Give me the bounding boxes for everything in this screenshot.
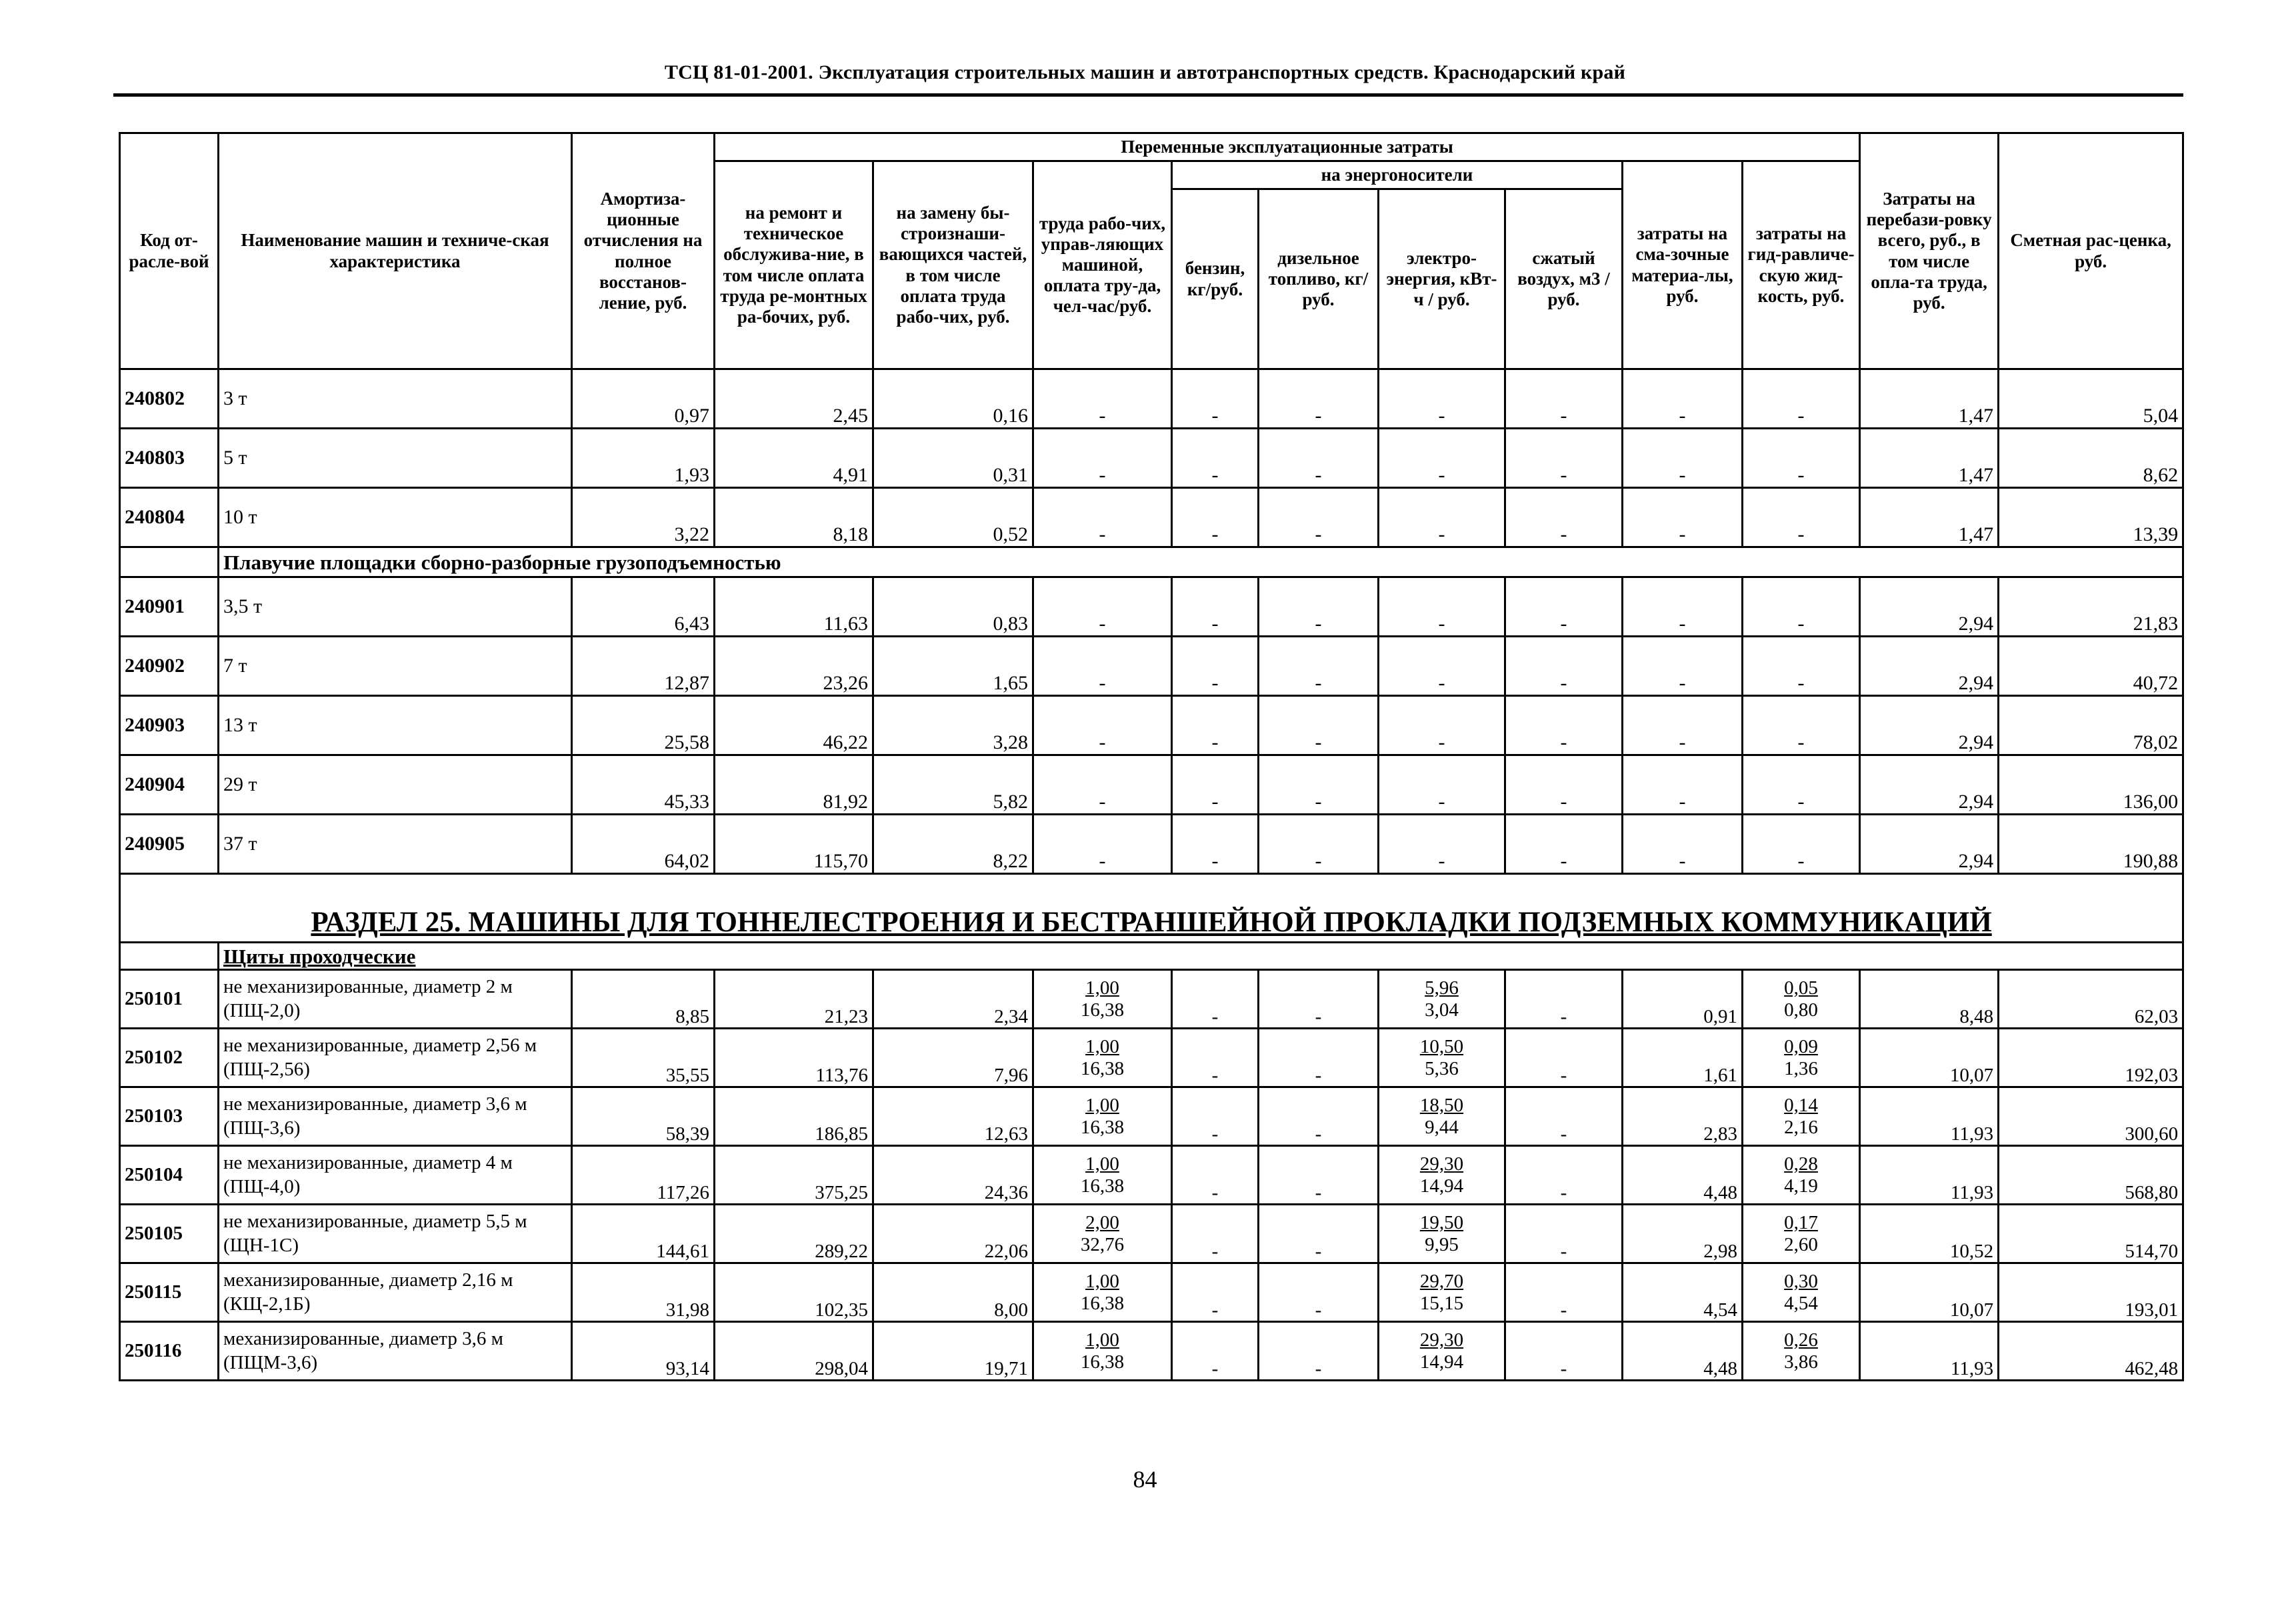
cell-rate: 13,39: [1999, 488, 2183, 547]
cell-hydraulic: -: [1743, 815, 1860, 874]
cell-rate: 300,60: [1999, 1087, 2183, 1146]
cell-hydraulic: -: [1743, 637, 1860, 696]
cell-electric: -: [1379, 815, 1505, 874]
cell-amort: 3,22: [572, 488, 715, 547]
cell-labor: [1033, 1146, 1172, 1205]
table-row: [120, 1322, 2183, 1381]
table-row: [120, 637, 2183, 696]
cell-air: -: [1505, 696, 1623, 755]
electric-cost: 9,44: [1425, 1116, 1459, 1138]
cell-petrol: -: [1172, 970, 1259, 1029]
labor-cost: 16,38: [1080, 1116, 1125, 1138]
cell-parts: 19,71: [873, 1322, 1033, 1381]
labor-hours: 1,00: [1085, 1036, 1119, 1058]
cell-petrol: -: [1172, 696, 1259, 755]
table-row: [120, 970, 2183, 1029]
cell-electric: -: [1379, 488, 1505, 547]
cell-electric: -: [1379, 696, 1505, 755]
cell-hydraulic: -: [1743, 577, 1860, 637]
cell-parts: 8,22: [873, 815, 1033, 874]
section-title: РАЗДЕЛ 25. МАШИНЫ ДЛЯ ТОННЕЛЕСТРОЕНИЯ И БЕСТРАНШЕЙНОЙ ПРОКЛАДКИ ПОДЗЕМНЫХ КОММУНИКАЦИЙ: [120, 874, 2183, 943]
hydraulic-cost: 0,80: [1784, 999, 1818, 1021]
labor-hours: 1,00: [1085, 1329, 1119, 1351]
cell-petrol: -: [1172, 369, 1259, 429]
cell-electric: [1379, 970, 1505, 1029]
cell-rate: 62,03: [1999, 970, 2183, 1029]
row-name: не механизированные, диаметр 3,6 м (ПЩ-3,6): [219, 1087, 572, 1146]
labor-hours: 1,00: [1085, 1271, 1119, 1293]
row-name: не механизированные, диаметр 2,56 м (ПЩ-2,56): [219, 1029, 572, 1087]
electric-kwh: 29,30: [1419, 1153, 1464, 1175]
cell-lube: 4,48: [1623, 1322, 1743, 1381]
cell-parts: 24,36: [873, 1146, 1033, 1205]
group-row-floating: [120, 547, 2183, 577]
cell-labor: -: [1033, 577, 1172, 637]
labor-hours: 1,00: [1085, 1153, 1119, 1175]
electric-kwh: 5,96: [1425, 977, 1459, 999]
cell-amort: 144,61: [572, 1205, 715, 1263]
section-row: [120, 874, 2183, 943]
hydraulic-cost: 1,36: [1784, 1057, 1818, 1079]
cell-relocation: 2,94: [1860, 577, 1999, 637]
cell-rate: 40,72: [1999, 637, 2183, 696]
col-header-variable-group: Переменные эксплуатационные затраты: [715, 133, 1860, 161]
cell-petrol: -: [1172, 1322, 1259, 1381]
cell-labor: -: [1033, 637, 1172, 696]
cell-lube: 2,98: [1623, 1205, 1743, 1263]
row-code: 250116: [120, 1322, 219, 1381]
col-header-energy-group: на энергоносители: [1172, 161, 1623, 189]
cell-labor: -: [1033, 429, 1172, 488]
row-name: 37 т: [219, 815, 572, 874]
cell-relocation: 1,47: [1860, 429, 1999, 488]
cell-air: -: [1505, 577, 1623, 637]
cell-repair: 186,85: [715, 1087, 873, 1146]
labor-cost: 16,38: [1080, 1351, 1125, 1373]
electric-cost: 9,95: [1425, 1233, 1459, 1255]
cell-repair: 102,35: [715, 1263, 873, 1322]
table-row: [120, 369, 2183, 429]
col-header-relocation: Затраты на перебази-ровку всего, руб., в том числе опла-та труда, руб.: [1860, 133, 1999, 369]
cell-air: -: [1505, 1087, 1623, 1146]
cell-air: -: [1505, 1146, 1623, 1205]
hydraulic-cost: 4,19: [1784, 1175, 1818, 1197]
cell-labor: [1033, 970, 1172, 1029]
cell-petrol: -: [1172, 755, 1259, 815]
table-row: [120, 1087, 2183, 1146]
cell-parts: 22,06: [873, 1205, 1033, 1263]
row-code: 240901: [120, 577, 219, 637]
cell-hydraulic: -: [1743, 429, 1860, 488]
electric-cost: 14,94: [1419, 1351, 1464, 1373]
cell-relocation: 11,93: [1860, 1146, 1999, 1205]
cell-labor: -: [1033, 488, 1172, 547]
group-title-floating: Плавучие площадки сборно-разборные грузоподъемностью: [219, 547, 2183, 577]
labor-hours: 2,00: [1085, 1212, 1119, 1234]
col-header-repair: на ремонт и техническое обслужива-ние, в том числе оплата труда ре-монтных ра-бочих, руб.: [715, 161, 873, 369]
cell-diesel: -: [1259, 1087, 1379, 1146]
cell-labor: [1033, 1205, 1172, 1263]
group-spacer: [120, 547, 219, 577]
col-header-hydraulic: затраты на гид-равличе-скую жид-кость, руб.: [1743, 161, 1860, 369]
cell-petrol: -: [1172, 1029, 1259, 1087]
row-code: 250105: [120, 1205, 219, 1263]
cell-parts: 8,00: [873, 1263, 1033, 1322]
cell-electric: [1379, 1205, 1505, 1263]
row-name: 5 т: [219, 429, 572, 488]
cell-relocation: 10,52: [1860, 1205, 1999, 1263]
group-row-shields: [120, 943, 2183, 970]
cell-petrol: -: [1172, 429, 1259, 488]
electric-cost: 15,15: [1419, 1292, 1464, 1314]
cell-hydraulic: [1743, 1263, 1860, 1322]
cell-diesel: -: [1259, 755, 1379, 815]
cell-rate: 78,02: [1999, 696, 2183, 755]
cell-lube: -: [1623, 755, 1743, 815]
cell-repair: 23,26: [715, 637, 873, 696]
cell-petrol: -: [1172, 1205, 1259, 1263]
cell-repair: 11,63: [715, 577, 873, 637]
col-header-code: Код от-расле-вой: [120, 133, 219, 369]
electric-kwh: 19,50: [1419, 1212, 1464, 1234]
cell-diesel: -: [1259, 637, 1379, 696]
group-spacer: [120, 943, 219, 970]
cell-hydraulic: -: [1743, 369, 1860, 429]
row-name: механизированные, диаметр 3,6 м (ПЩМ-3,6): [219, 1322, 572, 1381]
cell-rate: 192,03: [1999, 1029, 2183, 1087]
electric-kwh: 29,30: [1419, 1329, 1464, 1351]
cell-rate: 5,04: [1999, 369, 2183, 429]
cell-parts: 5,82: [873, 755, 1033, 815]
row-name: 29 т: [219, 755, 572, 815]
cell-amort: 35,55: [572, 1029, 715, 1087]
cell-diesel: -: [1259, 369, 1379, 429]
cell-lube: 4,48: [1623, 1146, 1743, 1205]
electric-kwh: 10,50: [1419, 1036, 1464, 1058]
cell-air: -: [1505, 755, 1623, 815]
table-row: [120, 1146, 2183, 1205]
page-number: 84: [1133, 1466, 1157, 1493]
table-row: [120, 1029, 2183, 1087]
row-name: 10 т: [219, 488, 572, 547]
cell-hydraulic: -: [1743, 488, 1860, 547]
cell-rate: 193,01: [1999, 1263, 2183, 1322]
cell-relocation: 2,94: [1860, 637, 1999, 696]
cell-repair: 298,04: [715, 1322, 873, 1381]
cell-relocation: 2,94: [1860, 696, 1999, 755]
table-row: [120, 1263, 2183, 1322]
cell-air: -: [1505, 1029, 1623, 1087]
cell-parts: 0,52: [873, 488, 1033, 547]
cell-hydraulic: [1743, 1205, 1860, 1263]
col-header-diesel: дизельное топливо, кг/руб.: [1259, 189, 1379, 369]
cell-rate: 462,48: [1999, 1322, 2183, 1381]
col-header-air: сжатый воздух, м3 / руб.: [1505, 189, 1623, 369]
cell-diesel: -: [1259, 1146, 1379, 1205]
cell-parts: 3,28: [873, 696, 1033, 755]
row-code: 240803: [120, 429, 219, 488]
row-code: 240902: [120, 637, 219, 696]
cell-relocation: 1,47: [1860, 369, 1999, 429]
cell-parts: 2,34: [873, 970, 1033, 1029]
cell-repair: 289,22: [715, 1205, 873, 1263]
cell-lube: -: [1623, 637, 1743, 696]
cell-hydraulic: [1743, 1087, 1860, 1146]
cell-parts: 0,83: [873, 577, 1033, 637]
cell-air: -: [1505, 815, 1623, 874]
row-code: 250115: [120, 1263, 219, 1322]
cell-electric: [1379, 1146, 1505, 1205]
col-header-labor: труда рабо-чих, управ-ляющих машиной, оплата тру-да, чел-час/руб.: [1033, 161, 1172, 369]
cell-amort: 12,87: [572, 637, 715, 696]
cell-relocation: 2,94: [1860, 755, 1999, 815]
labor-cost: 16,38: [1080, 999, 1125, 1021]
row-code: 240802: [120, 369, 219, 429]
cell-amort: 0,97: [572, 369, 715, 429]
cell-amort: 8,85: [572, 970, 715, 1029]
hydraulic-qty: 0,30: [1784, 1271, 1818, 1293]
cell-diesel: -: [1259, 1322, 1379, 1381]
electric-kwh: 29,70: [1419, 1271, 1464, 1293]
cell-lube: -: [1623, 815, 1743, 874]
cell-lube: -: [1623, 488, 1743, 547]
hydraulic-qty: 0,28: [1784, 1153, 1818, 1175]
hydraulic-qty: 0,17: [1784, 1212, 1818, 1234]
row-code: 240804: [120, 488, 219, 547]
col-header-lube: затраты на сма-зочные материа-лы, руб.: [1623, 161, 1743, 369]
labor-hours: 1,00: [1085, 1095, 1119, 1117]
cell-relocation: 11,93: [1860, 1322, 1999, 1381]
cell-diesel: -: [1259, 577, 1379, 637]
cell-lube: 2,83: [1623, 1087, 1743, 1146]
document-header: ТСЦ 81-01-2001. Эксплуатация строительных машин и автотранспортных средств. Краснодарский край: [664, 61, 1626, 83]
group-title-shields: Щиты проходческие: [219, 943, 2183, 970]
cell-labor: [1033, 1087, 1172, 1146]
rates-table: [119, 132, 2184, 1381]
row-name: 13 т: [219, 696, 572, 755]
row-code: 240904: [120, 755, 219, 815]
cell-amort: 6,43: [572, 577, 715, 637]
cell-hydraulic: [1743, 1029, 1860, 1087]
cell-diesel: -: [1259, 1029, 1379, 1087]
cell-electric: [1379, 1087, 1505, 1146]
row-code: 250104: [120, 1146, 219, 1205]
cell-lube: 4,54: [1623, 1263, 1743, 1322]
cell-electric: [1379, 1263, 1505, 1322]
cell-rate: 190,88: [1999, 815, 2183, 874]
col-header-electric: электро-энергия, кВт-ч / руб.: [1379, 189, 1505, 369]
hydraulic-qty: 0,09: [1784, 1036, 1818, 1058]
col-header-rate: Сметная рас-ценка, руб.: [1999, 133, 2183, 369]
cell-parts: 1,65: [873, 637, 1033, 696]
cell-labor: [1033, 1322, 1172, 1381]
table-row: [120, 815, 2183, 874]
cell-diesel: -: [1259, 1205, 1379, 1263]
hydraulic-cost: 3,86: [1784, 1351, 1818, 1373]
cell-lube: -: [1623, 696, 1743, 755]
cell-diesel: -: [1259, 429, 1379, 488]
hydraulic-cost: 2,60: [1784, 1233, 1818, 1255]
cell-lube: -: [1623, 429, 1743, 488]
cell-labor: -: [1033, 696, 1172, 755]
cell-relocation: 11,93: [1860, 1087, 1999, 1146]
labor-cost: 16,38: [1080, 1057, 1125, 1079]
cell-air: -: [1505, 1322, 1623, 1381]
cell-electric: -: [1379, 637, 1505, 696]
cell-relocation: 1,47: [1860, 488, 1999, 547]
cell-diesel: -: [1259, 1263, 1379, 1322]
cell-petrol: -: [1172, 577, 1259, 637]
cell-amort: 25,58: [572, 696, 715, 755]
table-row: [120, 1205, 2183, 1263]
cell-labor: -: [1033, 755, 1172, 815]
cell-hydraulic: -: [1743, 696, 1860, 755]
row-code: 240903: [120, 696, 219, 755]
cell-diesel: -: [1259, 970, 1379, 1029]
cell-rate: 514,70: [1999, 1205, 2183, 1263]
cell-air: -: [1505, 970, 1623, 1029]
row-code: 250101: [120, 970, 219, 1029]
cell-diesel: -: [1259, 696, 1379, 755]
cell-air: -: [1505, 488, 1623, 547]
cell-lube: -: [1623, 577, 1743, 637]
cell-petrol: -: [1172, 488, 1259, 547]
cell-amort: 64,02: [572, 815, 715, 874]
cell-air: -: [1505, 369, 1623, 429]
cell-repair: 113,76: [715, 1029, 873, 1087]
cell-repair: 2,45: [715, 369, 873, 429]
cell-repair: 4,91: [715, 429, 873, 488]
cell-repair: 46,22: [715, 696, 873, 755]
table-row: [120, 488, 2183, 547]
cell-air: -: [1505, 637, 1623, 696]
cell-electric: -: [1379, 577, 1505, 637]
hydraulic-cost: 4,54: [1784, 1292, 1818, 1314]
electric-kwh: 18,50: [1419, 1095, 1464, 1117]
cell-parts: 0,16: [873, 369, 1033, 429]
table-row: [120, 696, 2183, 755]
cell-lube: -: [1623, 369, 1743, 429]
cell-petrol: -: [1172, 1087, 1259, 1146]
cell-repair: 8,18: [715, 488, 873, 547]
cell-repair: 81,92: [715, 755, 873, 815]
row-name: 7 т: [219, 637, 572, 696]
cell-rate: 136,00: [1999, 755, 2183, 815]
cell-rate: 568,80: [1999, 1146, 2183, 1205]
header-rule: [113, 93, 2183, 97]
row-code: 240905: [120, 815, 219, 874]
labor-hours: 1,00: [1085, 977, 1119, 999]
cell-amort: 45,33: [572, 755, 715, 815]
cell-lube: 1,61: [1623, 1029, 1743, 1087]
hydraulic-qty: 0,14: [1784, 1095, 1818, 1117]
cell-relocation: 2,94: [1860, 815, 1999, 874]
cell-amort: 1,93: [572, 429, 715, 488]
cell-hydraulic: [1743, 1322, 1860, 1381]
cell-labor: [1033, 1029, 1172, 1087]
cell-rate: 21,83: [1999, 577, 2183, 637]
cell-labor: [1033, 1263, 1172, 1322]
row-code: 250102: [120, 1029, 219, 1087]
cell-rate: 8,62: [1999, 429, 2183, 488]
labor-cost: 16,38: [1080, 1292, 1125, 1314]
row-name: не механизированные, диаметр 5,5 м (ЩН-1С): [219, 1205, 572, 1263]
electric-cost: 5,36: [1425, 1057, 1459, 1079]
cell-amort: 31,98: [572, 1263, 715, 1322]
cell-hydraulic: -: [1743, 755, 1860, 815]
cell-relocation: 8,48: [1860, 970, 1999, 1029]
electric-cost: 14,94: [1419, 1175, 1464, 1197]
cell-electric: -: [1379, 429, 1505, 488]
cell-petrol: -: [1172, 1263, 1259, 1322]
col-header-name: Наименование машин и техниче-ская характеристика: [219, 133, 572, 369]
col-header-parts: на замену бы-строизнаши-вающихся частей, в том числе оплата труда рабо-чих, руб.: [873, 161, 1033, 369]
cell-electric: -: [1379, 369, 1505, 429]
cell-repair: 115,70: [715, 815, 873, 874]
table-row: [120, 429, 2183, 488]
cell-repair: 21,23: [715, 970, 873, 1029]
table-row: [120, 577, 2183, 637]
cell-repair: 375,25: [715, 1146, 873, 1205]
cell-lube: 0,91: [1623, 970, 1743, 1029]
col-header-petrol: бензин, кг/руб.: [1172, 189, 1259, 369]
row-name: не механизированные, диаметр 4 м (ПЩ-4,0): [219, 1146, 572, 1205]
labor-cost: 16,38: [1080, 1175, 1125, 1197]
row-code: 250103: [120, 1087, 219, 1146]
col-header-amort: Амортиза-ционные отчисления на полное восстанов-ление, руб.: [572, 133, 715, 369]
cell-parts: 7,96: [873, 1029, 1033, 1087]
cell-parts: 12,63: [873, 1087, 1033, 1146]
cell-labor: -: [1033, 815, 1172, 874]
cell-amort: 58,39: [572, 1087, 715, 1146]
cell-air: -: [1505, 429, 1623, 488]
cell-petrol: -: [1172, 815, 1259, 874]
cell-hydraulic: [1743, 970, 1860, 1029]
cell-air: -: [1505, 1205, 1623, 1263]
row-name: не механизированные, диаметр 2 м (ПЩ-2,0): [219, 970, 572, 1029]
table-row: [120, 755, 2183, 815]
cell-amort: 117,26: [572, 1146, 715, 1205]
cell-diesel: -: [1259, 488, 1379, 547]
cell-amort: 93,14: [572, 1322, 715, 1381]
hydraulic-cost: 2,16: [1784, 1116, 1818, 1138]
cell-diesel: -: [1259, 815, 1379, 874]
labor-cost: 32,76: [1080, 1233, 1125, 1255]
hydraulic-qty: 0,05: [1784, 977, 1818, 999]
row-name: механизированные, диаметр 2,16 м (КЩ-2,1Б): [219, 1263, 572, 1322]
cell-petrol: -: [1172, 1146, 1259, 1205]
cell-hydraulic: [1743, 1146, 1860, 1205]
cell-relocation: 10,07: [1860, 1029, 1999, 1087]
electric-cost: 3,04: [1425, 999, 1459, 1021]
cell-electric: -: [1379, 755, 1505, 815]
cell-petrol: -: [1172, 637, 1259, 696]
cell-labor: -: [1033, 369, 1172, 429]
row-name: 3 т: [219, 369, 572, 429]
cell-electric: [1379, 1322, 1505, 1381]
hydraulic-qty: 0,26: [1784, 1329, 1818, 1351]
cell-parts: 0,31: [873, 429, 1033, 488]
cell-air: -: [1505, 1263, 1623, 1322]
cell-electric: [1379, 1029, 1505, 1087]
row-name: 3,5 т: [219, 577, 572, 637]
cell-relocation: 10,07: [1860, 1263, 1999, 1322]
